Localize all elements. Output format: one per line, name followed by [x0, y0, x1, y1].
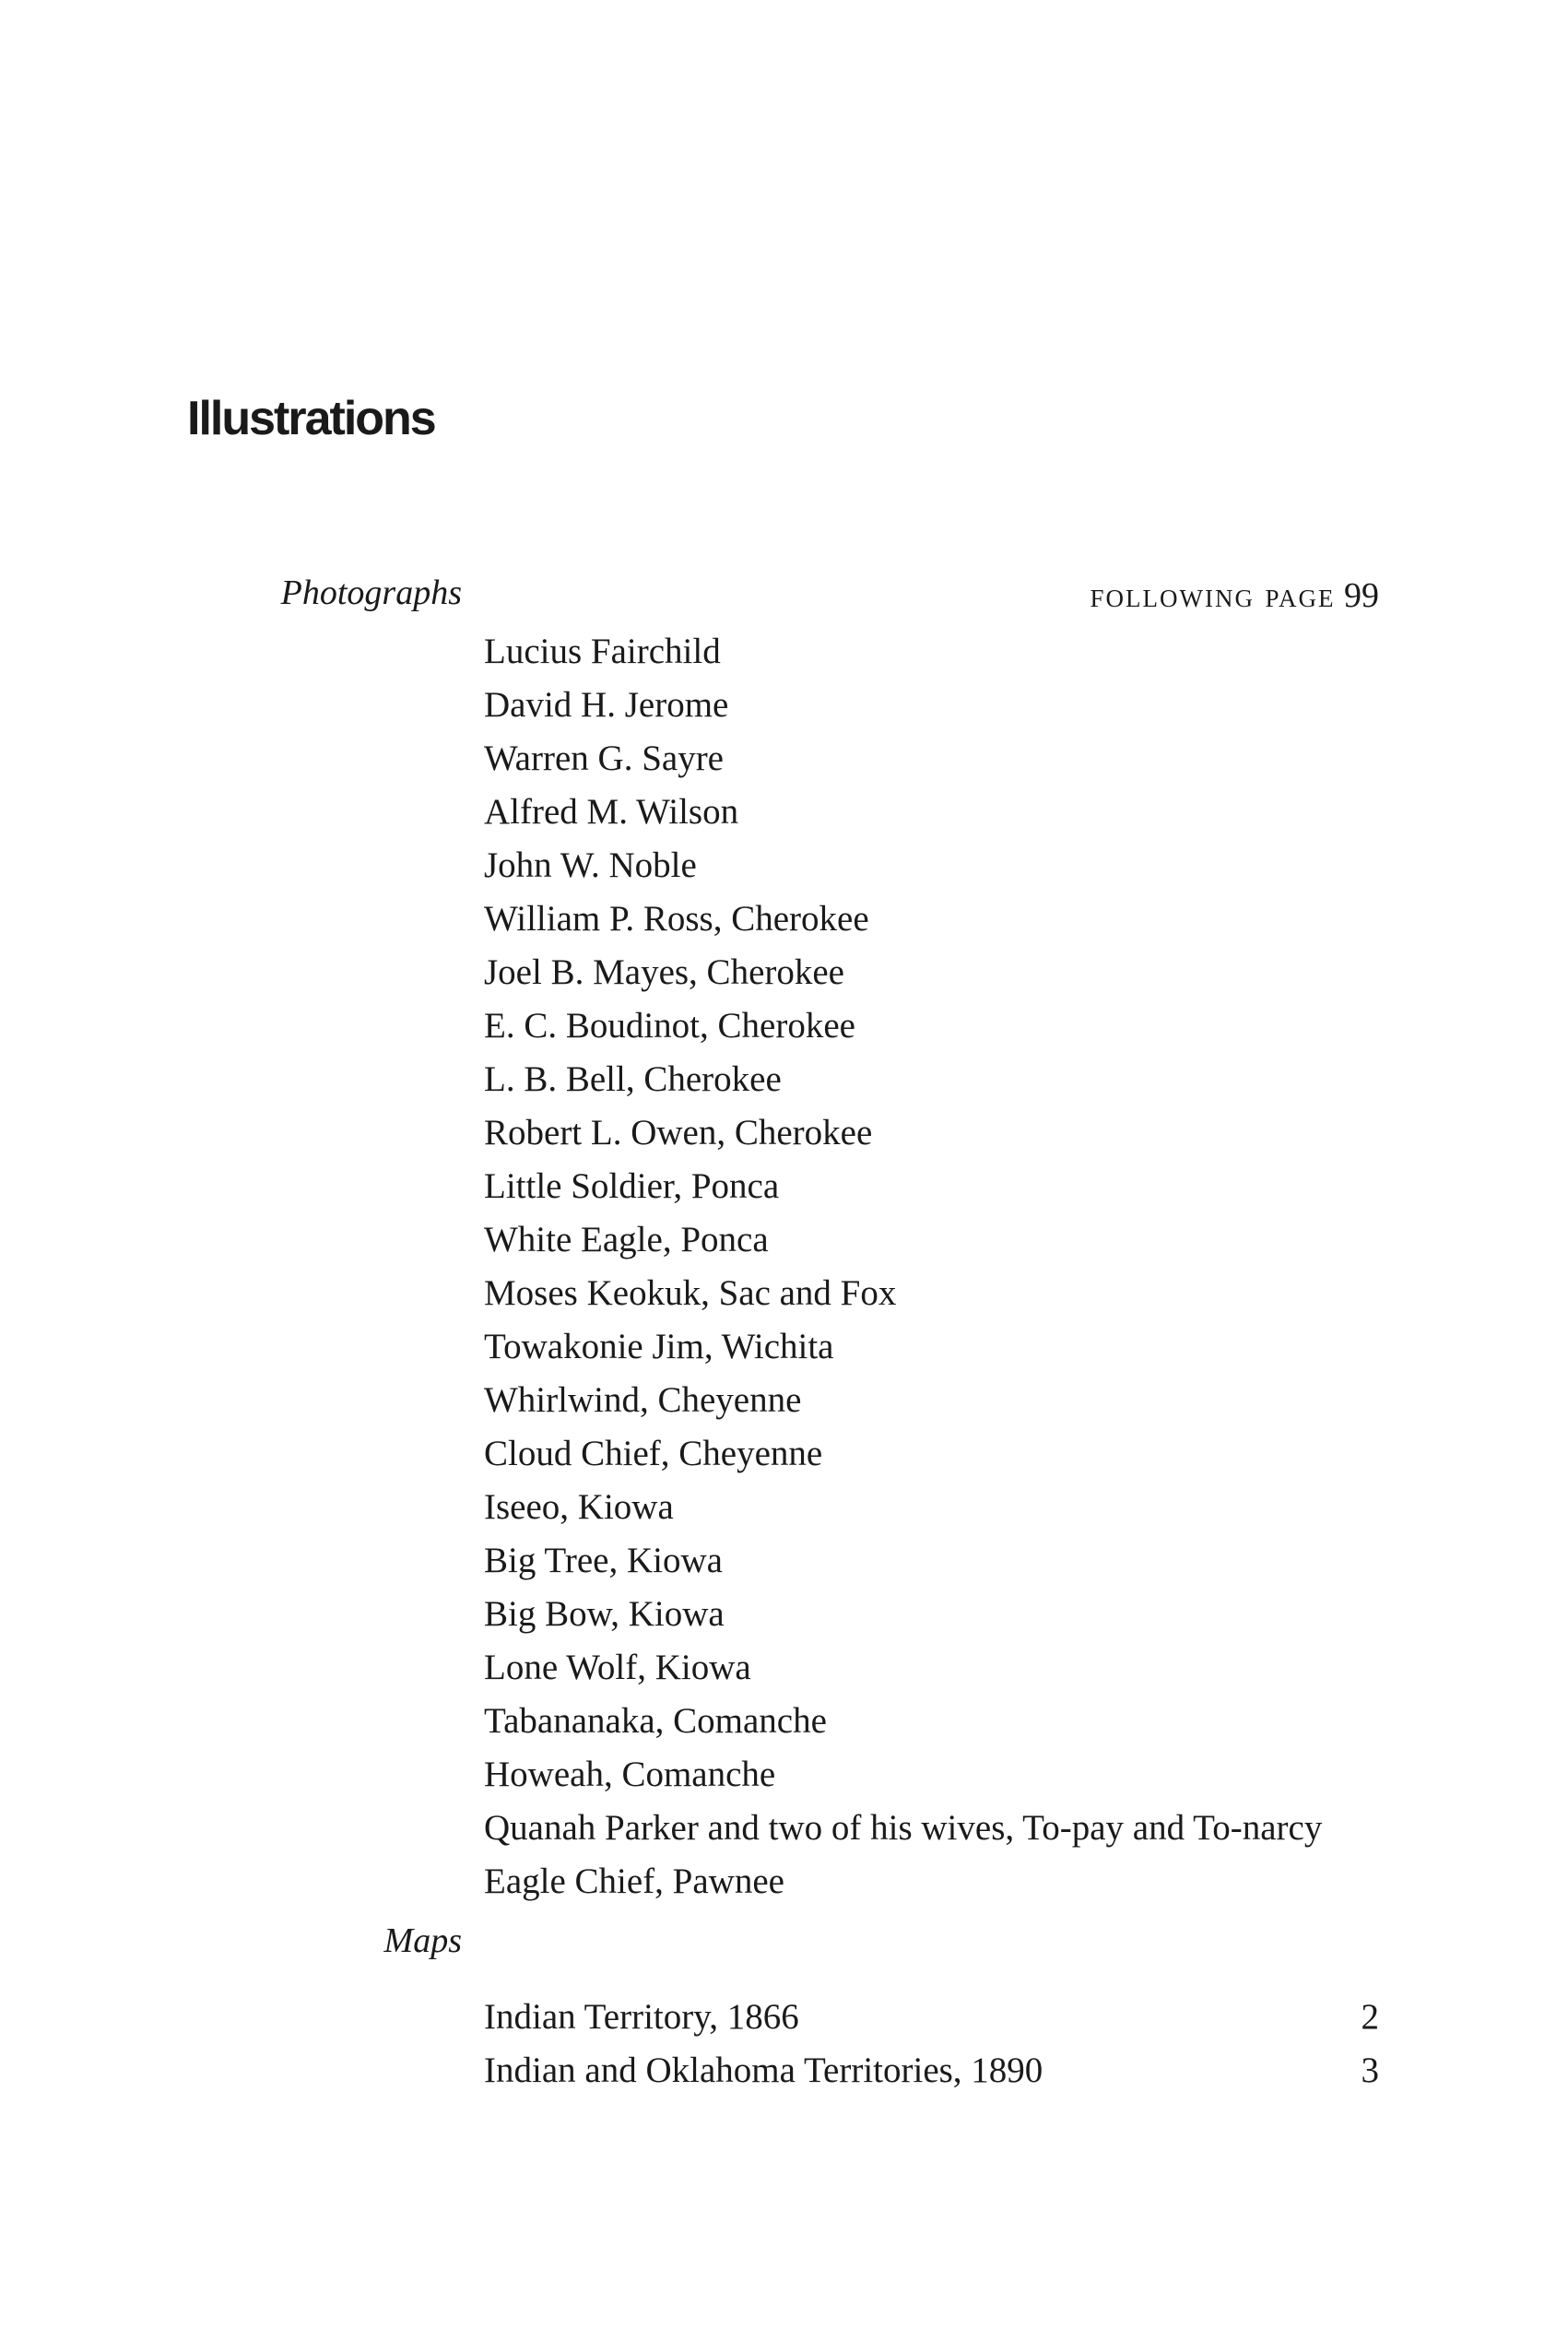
- map-page-number: 2: [1361, 1997, 1379, 2037]
- photograph-entry: Eagle Chief, Pawnee: [484, 1862, 784, 1901]
- maps-section-label: Maps: [383, 1921, 462, 1960]
- photograph-entry: Cloud Chief, Cheyenne: [484, 1434, 823, 1473]
- photograph-entry: Warren G. Sayre: [484, 739, 724, 778]
- photograph-entry: Towakonie Jim, Wichita: [484, 1327, 834, 1366]
- photograph-entry: Lone Wolf, Kiowa: [484, 1648, 751, 1687]
- map-title: Indian Territory, 1866: [484, 1997, 799, 2037]
- photograph-entry: E. C. Boudinot, Cherokee: [484, 1006, 855, 1046]
- photograph-entry: Lucius Fairchild: [484, 632, 721, 671]
- photograph-entry: Little Soldier, Ponca: [484, 1166, 780, 1206]
- map-entry: [484, 1991, 1379, 2044]
- photograph-entry: John W. Noble: [484, 845, 697, 885]
- map-entry: [484, 2044, 1379, 2098]
- map-page-number: 3: [1361, 2051, 1379, 2090]
- map-title: Indian and Oklahoma Territories, 1890: [484, 2051, 1043, 2090]
- photograph-entry: Iseeo, Kiowa: [484, 1487, 674, 1527]
- photograph-entry: L. B. Bell, Cherokee: [484, 1059, 782, 1099]
- photograph-entry: Joel B. Mayes, Cherokee: [484, 952, 844, 992]
- photograph-entry: Tabananaka, Comanche: [484, 1701, 827, 1741]
- photograph-entry: Whirlwind, Cheyenne: [484, 1380, 802, 1420]
- maps-list: [484, 1991, 1379, 2098]
- photograph-entry: Big Bow, Kiowa: [484, 1594, 725, 1634]
- photograph-entry: Quanah Parker and two of his wives, To-pay and To-narcy: [484, 1808, 1323, 1848]
- photographs-section-label: Photographs: [280, 573, 462, 612]
- following-page-number: 99: [1344, 576, 1379, 615]
- photographs-list: [484, 625, 1322, 1909]
- photograph-entry: David H. Jerome: [484, 685, 729, 725]
- photograph-entry: William P. Ross, Cherokee: [484, 899, 869, 939]
- photograph-entry: Alfred M. Wilson: [484, 792, 739, 832]
- following-page-note: [1091, 578, 1380, 613]
- photograph-entry: Robert L. Owen, Cherokee: [484, 1113, 873, 1152]
- following-page-label: following page: [1090, 576, 1336, 615]
- photograph-entry: Big Tree, Kiowa: [484, 1541, 723, 1580]
- photograph-entry: White Eagle, Ponca: [484, 1220, 769, 1259]
- page-title: Illustrations: [187, 392, 435, 445]
- photograph-entry: Howeah, Comanche: [484, 1755, 776, 1794]
- photograph-entry: Moses Keokuk, Sac and Fox: [484, 1273, 897, 1313]
